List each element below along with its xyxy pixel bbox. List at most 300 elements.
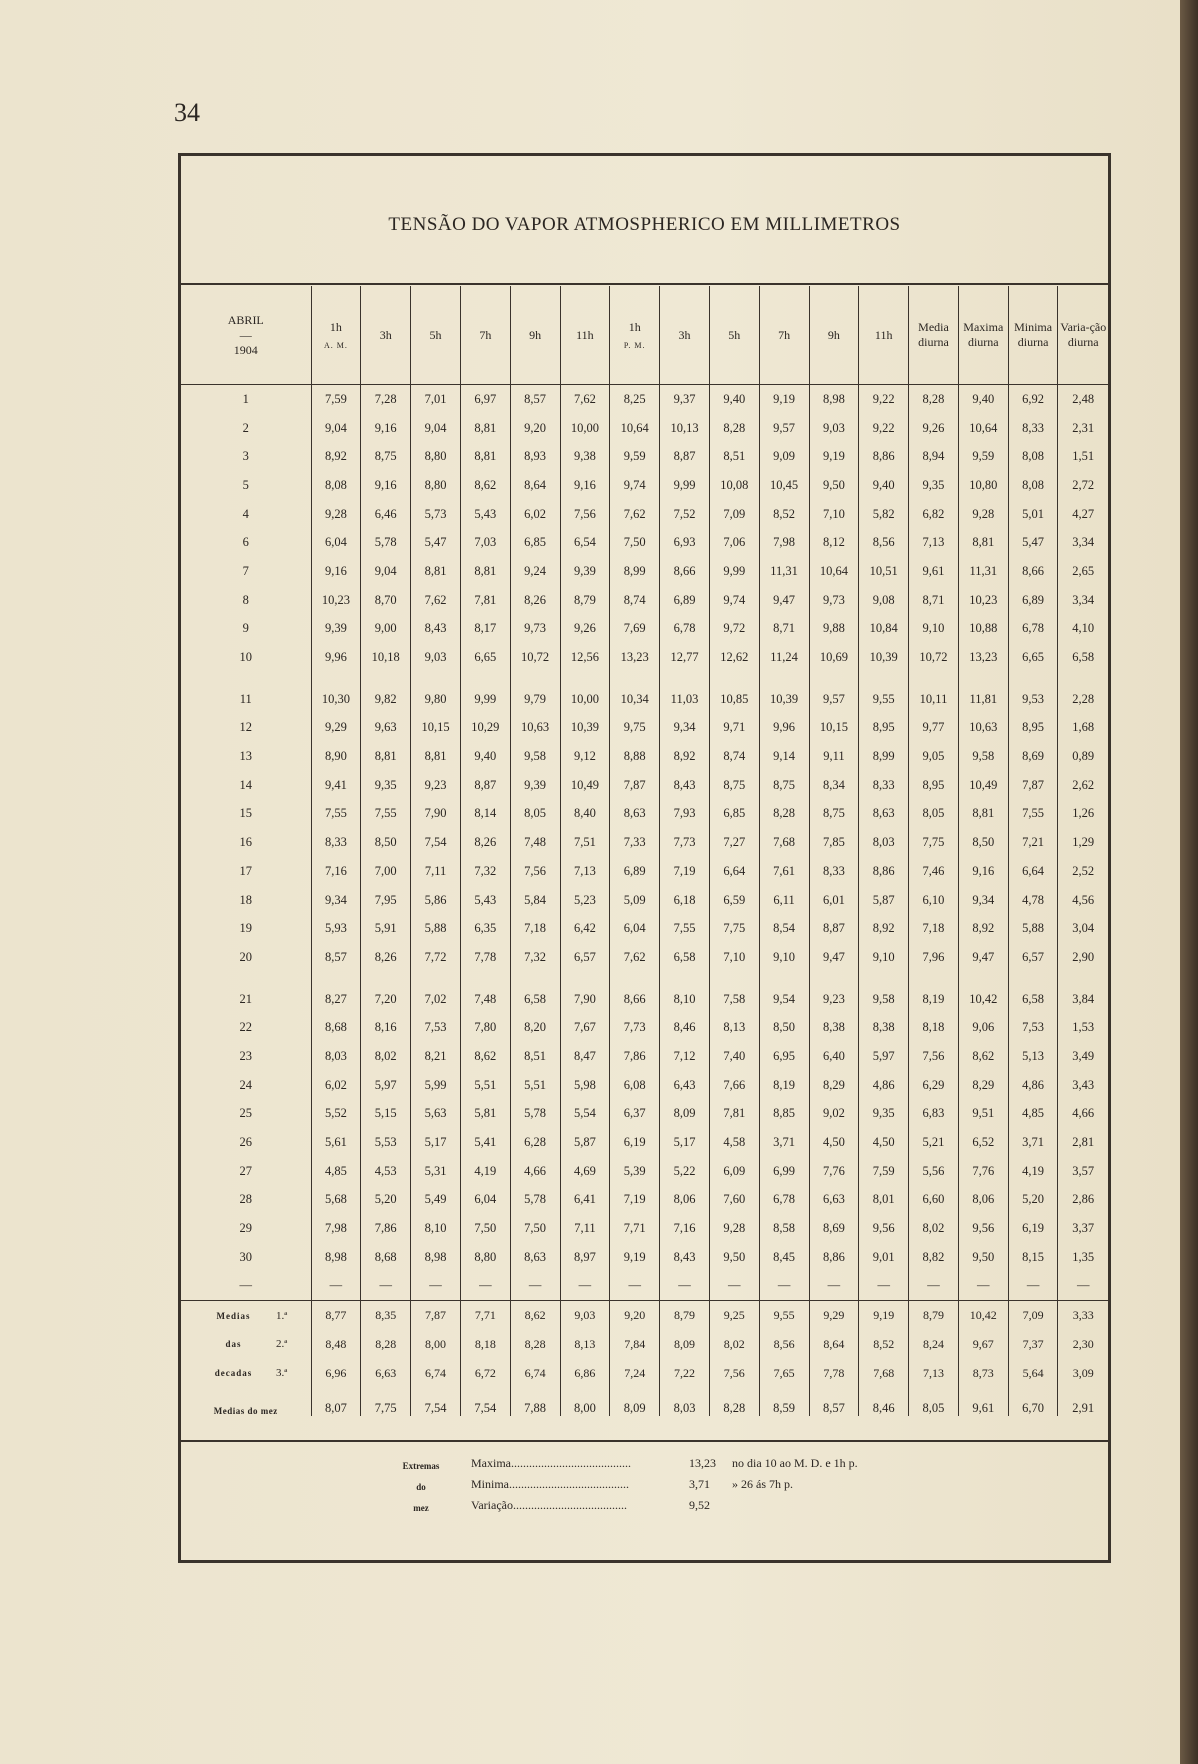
value-cell: 7,62 [610, 500, 660, 529]
value-cell: 7,55 [660, 914, 710, 943]
value-cell: 5,82 [859, 500, 909, 529]
value-cell: 9,59 [610, 442, 660, 471]
value-cell: 9,74 [610, 471, 660, 500]
value-cell: 8,15 [1008, 1243, 1058, 1272]
month-mean-cell: 7,54 [460, 1387, 510, 1416]
value-cell: 8,81 [460, 442, 510, 471]
value-cell: 9,19 [759, 385, 809, 414]
value-cell: 9,16 [958, 857, 1008, 886]
value-cell: 6,95 [759, 1042, 809, 1071]
decade-label: das [225, 1339, 242, 1350]
value-cell: 6,78 [759, 1186, 809, 1215]
table-row [181, 828, 1108, 857]
decade-label-cell [181, 1330, 311, 1359]
value-cell: 8,40 [560, 800, 610, 829]
table-row [181, 528, 1108, 557]
value-cell: 5,15 [361, 1100, 411, 1129]
value-cell: 7,32 [510, 943, 560, 972]
table-row [181, 643, 1108, 672]
value-cell: 3,71 [1008, 1128, 1058, 1157]
value-cell: 5,78 [510, 1100, 560, 1129]
value-cell: 6,04 [460, 1186, 510, 1215]
value-cell: 4,19 [1008, 1157, 1058, 1186]
day-cell: 27 [239, 1163, 253, 1178]
decade-value-cell: 8,79 [909, 1301, 959, 1330]
header-hour [311, 286, 361, 385]
month-mean-cell: 8,00 [560, 1387, 610, 1416]
value-cell: 8,98 [809, 385, 859, 414]
decade-value-cell: 8,77 [311, 1301, 361, 1330]
value-cell: 10,39 [560, 714, 610, 743]
decade-label: Medias [216, 1310, 251, 1321]
decade-value-cell: 7,87 [411, 1301, 461, 1330]
value-cell: 5,23 [560, 886, 610, 915]
value-cell: 8,88 [610, 742, 660, 771]
value-cell: 11,31 [958, 557, 1008, 586]
value-cell: 8,14 [460, 800, 510, 829]
decade-value-cell: 7,24 [610, 1359, 660, 1388]
hour-label: 1h [628, 320, 641, 334]
value-cell: 9,28 [311, 500, 361, 529]
value-cell: 8,13 [709, 1013, 759, 1042]
value-cell: 8,80 [460, 1243, 510, 1272]
dash-cell: — [239, 1278, 253, 1293]
value-cell: 9,34 [660, 714, 710, 743]
value-cell: 8,33 [311, 828, 361, 857]
day-cell: 3 [242, 449, 249, 464]
decade-row [181, 1330, 1108, 1359]
value-cell: 9,28 [958, 500, 1008, 529]
value-cell: 8,17 [460, 615, 510, 644]
value-cell: 10,72 [510, 643, 560, 672]
dash-cell: — [311, 1272, 361, 1301]
month-mean-cell: 7,88 [510, 1387, 560, 1416]
value-cell: 8,38 [859, 1013, 909, 1042]
value-cell: 10,08 [709, 471, 759, 500]
value-cell: 7,12 [660, 1042, 710, 1071]
value-cell: 8,62 [958, 1042, 1008, 1071]
header-row [181, 286, 1108, 385]
table-row [181, 1243, 1108, 1272]
extremes-label [391, 1456, 451, 1519]
value-cell: 8,99 [610, 557, 660, 586]
pm-label: P. M. [623, 341, 646, 350]
header-variacao: Varia-ção diurna [1058, 286, 1108, 385]
value-cell: 8,28 [909, 385, 959, 414]
header-hour: 5h [709, 286, 759, 385]
vapor-tension-table [181, 286, 1108, 1416]
value-cell: 5,87 [859, 886, 909, 915]
value-cell: 8,57 [510, 385, 560, 414]
value-cell: 9,72 [709, 615, 759, 644]
value-cell: 5,56 [909, 1157, 959, 1186]
header-hour [610, 286, 660, 385]
value-cell: 9,47 [958, 943, 1008, 972]
value-cell: 7,62 [610, 943, 660, 972]
value-cell: 8,66 [610, 972, 660, 1014]
value-cell: 8,26 [361, 943, 411, 972]
value-cell: 8,80 [411, 442, 461, 471]
value-cell: 4,85 [311, 1157, 361, 1186]
table-row [181, 886, 1108, 915]
value-cell: 7,87 [1008, 771, 1058, 800]
header-hour: 3h [361, 286, 411, 385]
value-cell: 4,58 [709, 1128, 759, 1157]
value-cell: 10,64 [809, 557, 859, 586]
value-cell: 1,29 [1058, 828, 1108, 857]
table-row [181, 615, 1108, 644]
value-cell: 8,26 [510, 586, 560, 615]
decade-value-cell: 8,13 [560, 1330, 610, 1359]
value-cell: 8,75 [759, 771, 809, 800]
value-cell: 3,43 [1058, 1071, 1108, 1100]
value-cell: 6,65 [460, 643, 510, 672]
value-cell: 9,79 [510, 672, 560, 714]
value-cell: 6,85 [510, 528, 560, 557]
extreme-row [471, 1456, 858, 1471]
value-cell: 7,61 [759, 857, 809, 886]
value-cell: 7,98 [759, 528, 809, 557]
value-cell: 7,69 [610, 615, 660, 644]
value-cell: 8,47 [560, 1042, 610, 1071]
value-cell: 7,66 [709, 1071, 759, 1100]
value-cell: 9,80 [411, 672, 461, 714]
value-cell: 5,73 [411, 500, 461, 529]
value-cell: 8,08 [1008, 471, 1058, 500]
value-cell: 3,37 [1058, 1214, 1108, 1243]
value-cell: 2,48 [1058, 385, 1108, 414]
value-cell: 8,10 [660, 972, 710, 1014]
value-cell: 12,62 [709, 643, 759, 672]
value-cell: 5,88 [411, 914, 461, 943]
value-cell: 7,32 [460, 857, 510, 886]
value-cell: 7,90 [560, 972, 610, 1014]
value-cell: 8,87 [809, 914, 859, 943]
value-cell: 8,08 [1008, 442, 1058, 471]
value-cell: 8,29 [809, 1071, 859, 1100]
value-cell: 8,63 [859, 800, 909, 829]
value-cell: 5,41 [460, 1128, 510, 1157]
value-cell: 7,06 [709, 528, 759, 557]
dash-cell: — [859, 1272, 909, 1301]
day-cell: 1 [242, 391, 249, 406]
value-cell: 7,00 [361, 857, 411, 886]
value-cell: 7,48 [460, 972, 510, 1014]
header-hour: 11h [859, 286, 909, 385]
value-cell: 9,57 [809, 672, 859, 714]
value-cell: 2,72 [1058, 471, 1108, 500]
value-cell: 8,43 [411, 615, 461, 644]
value-cell: 7,76 [809, 1157, 859, 1186]
value-cell: 9,55 [859, 672, 909, 714]
value-cell: 4,69 [560, 1157, 610, 1186]
value-cell: 7,86 [610, 1042, 660, 1071]
value-cell: 8,43 [660, 771, 710, 800]
value-cell: 7,20 [361, 972, 411, 1014]
month-mean-cell: 7,54 [411, 1387, 461, 1416]
extreme-note: no dia 10 ao M. D. e 1h p. [732, 1456, 858, 1470]
day-cell: 28 [239, 1192, 253, 1207]
value-cell: 8,82 [909, 1243, 959, 1272]
page-number: 34 [174, 98, 200, 127]
value-cell: 2,65 [1058, 557, 1108, 586]
value-cell: 11,81 [958, 672, 1008, 714]
value-cell: 4,85 [1008, 1100, 1058, 1129]
value-cell: 9,53 [1008, 672, 1058, 714]
value-cell: 6,85 [709, 800, 759, 829]
value-cell: 8,81 [361, 742, 411, 771]
value-cell: 7,81 [709, 1100, 759, 1129]
value-cell: 8,28 [759, 800, 809, 829]
table-row [181, 557, 1108, 586]
value-cell: 8,81 [958, 800, 1008, 829]
value-cell: 1,35 [1058, 1243, 1108, 1272]
dash-cell: — [361, 1272, 411, 1301]
value-cell: 9,04 [361, 557, 411, 586]
value-cell: 6,08 [610, 1071, 660, 1100]
value-cell: 9,12 [560, 742, 610, 771]
value-cell: 9,16 [361, 471, 411, 500]
value-cell: 8,87 [460, 771, 510, 800]
value-cell: 9,75 [610, 714, 660, 743]
value-cell: 9,73 [809, 586, 859, 615]
month-mean-cell: 6,70 [1008, 1387, 1058, 1416]
value-cell: 8,69 [809, 1214, 859, 1243]
value-cell: 9,39 [510, 771, 560, 800]
value-cell: 7,01 [411, 385, 461, 414]
value-cell: 1,68 [1058, 714, 1108, 743]
value-cell: 3,04 [1058, 914, 1108, 943]
value-cell: 9,03 [809, 414, 859, 443]
value-cell: 6,99 [759, 1157, 809, 1186]
value-cell: 5,22 [660, 1157, 710, 1186]
decade-value-cell: 7,84 [610, 1330, 660, 1359]
value-cell: 7,60 [709, 1186, 759, 1215]
extremes-label-line: Extremas [402, 1461, 440, 1471]
table-row [181, 1100, 1108, 1129]
decade-value-cell: 8,56 [759, 1330, 809, 1359]
value-cell: 6,28 [510, 1128, 560, 1157]
value-cell: 6,57 [1008, 943, 1058, 972]
value-cell: 7,19 [610, 1186, 660, 1215]
value-cell: 10,45 [759, 471, 809, 500]
value-cell: 10,63 [510, 714, 560, 743]
value-cell: 2,86 [1058, 1186, 1108, 1215]
value-cell: 8,28 [709, 414, 759, 443]
value-cell: 9,14 [759, 742, 809, 771]
value-cell: 5,91 [361, 914, 411, 943]
value-cell: 9,23 [411, 771, 461, 800]
decade-label-cell [181, 1359, 311, 1388]
day-cell: 16 [239, 835, 253, 850]
value-cell: 7,11 [560, 1214, 610, 1243]
day-cell: 9 [242, 621, 249, 636]
value-cell: 8,63 [510, 1243, 560, 1272]
value-cell: 13,23 [610, 643, 660, 672]
table-row [181, 914, 1108, 943]
decade-value-cell: 8,52 [859, 1330, 909, 1359]
value-cell: 5,97 [859, 1042, 909, 1071]
hour-label: 1h [329, 320, 342, 334]
day-cell: 29 [239, 1221, 253, 1236]
value-cell: 4,86 [1008, 1071, 1058, 1100]
value-cell: 7,03 [460, 528, 510, 557]
value-cell: 9,22 [859, 385, 909, 414]
value-cell: 7,76 [958, 1157, 1008, 1186]
value-cell: 9,06 [958, 1013, 1008, 1042]
value-cell: 7,46 [909, 857, 959, 886]
decade-value-cell: 9,29 [809, 1301, 859, 1330]
day-cell: 4 [242, 506, 249, 521]
decade-value-cell: 8,62 [510, 1301, 560, 1330]
decade-value-cell: 7,65 [759, 1359, 809, 1388]
table-body [181, 385, 1108, 1417]
table-frame [178, 153, 1111, 1563]
value-cell: 9,47 [759, 586, 809, 615]
value-cell: 1,53 [1058, 1013, 1108, 1042]
decade-value-cell: 9,67 [958, 1330, 1008, 1359]
value-cell: 9,37 [660, 385, 710, 414]
value-cell: 5,13 [1008, 1042, 1058, 1071]
day-cell: 23 [239, 1048, 253, 1063]
value-cell: 6,92 [1008, 385, 1058, 414]
decade-value-cell: 8,79 [660, 1301, 710, 1330]
value-cell: 10,80 [958, 471, 1008, 500]
value-cell: 8,02 [909, 1214, 959, 1243]
decade-value-cell: 7,56 [709, 1359, 759, 1388]
value-cell: 5,47 [411, 528, 461, 557]
value-cell: 6,40 [809, 1042, 859, 1071]
value-cell: 8,52 [759, 500, 809, 529]
dash-cell: — [958, 1272, 1008, 1301]
value-cell: 10,15 [411, 714, 461, 743]
value-cell: 5,17 [411, 1128, 461, 1157]
value-cell: 9,09 [759, 442, 809, 471]
value-cell: 8,85 [759, 1100, 809, 1129]
value-cell: 7,81 [460, 586, 510, 615]
value-cell: 10,34 [610, 672, 660, 714]
value-cell: 9,19 [809, 442, 859, 471]
value-cell: 9,50 [809, 471, 859, 500]
value-cell: 8,56 [859, 528, 909, 557]
value-cell: 5,87 [560, 1128, 610, 1157]
table-row [181, 672, 1108, 714]
value-cell: 7,62 [560, 385, 610, 414]
value-cell: 8,80 [411, 471, 461, 500]
table-row [181, 1128, 1108, 1157]
value-cell: 9,26 [909, 414, 959, 443]
value-cell: 5,54 [560, 1100, 610, 1129]
dash-cell: — [709, 1272, 759, 1301]
value-cell: 6,59 [709, 886, 759, 915]
value-cell: 11,03 [660, 672, 710, 714]
value-cell: 6,58 [1058, 643, 1108, 672]
value-cell: 5,68 [311, 1186, 361, 1215]
value-cell: 8,57 [311, 943, 361, 972]
value-cell: 9,73 [510, 615, 560, 644]
header-hour: 7h [759, 286, 809, 385]
extreme-value: 13,23 [689, 1456, 716, 1470]
value-cell: 8,50 [958, 828, 1008, 857]
header-hour: 7h [460, 286, 510, 385]
value-cell: 4,86 [859, 1071, 909, 1100]
value-cell: 9,47 [809, 943, 859, 972]
month-mean-cell: 2,91 [1058, 1387, 1108, 1416]
value-cell: 8,51 [510, 1042, 560, 1071]
value-cell: 10,15 [809, 714, 859, 743]
value-cell: 5,98 [560, 1071, 610, 1100]
value-cell: 7,33 [610, 828, 660, 857]
value-cell: 7,72 [411, 943, 461, 972]
day-cell: 8 [242, 592, 249, 607]
value-cell: 9,88 [809, 615, 859, 644]
decade-value-cell: 7,09 [1008, 1301, 1058, 1330]
value-cell: 5,86 [411, 886, 461, 915]
value-cell: 8,50 [361, 828, 411, 857]
value-cell: 8,54 [759, 914, 809, 943]
value-cell: 7,28 [361, 385, 411, 414]
value-cell: 8,05 [510, 800, 560, 829]
value-cell: 7,40 [709, 1042, 759, 1071]
value-cell: 7,53 [1008, 1013, 1058, 1042]
value-cell: 7,73 [660, 828, 710, 857]
value-cell: 6,97 [460, 385, 510, 414]
value-cell: 9,99 [460, 672, 510, 714]
value-cell: 9,10 [859, 943, 909, 972]
value-cell: 8,75 [361, 442, 411, 471]
value-cell: 3,34 [1058, 586, 1108, 615]
value-cell: 9,51 [958, 1100, 1008, 1129]
dash-cell: — [460, 1272, 510, 1301]
value-cell: 10,72 [909, 643, 959, 672]
value-cell: 7,55 [361, 800, 411, 829]
value-cell: 9,50 [709, 1243, 759, 1272]
value-cell: 1,51 [1058, 442, 1108, 471]
value-cell: 5,61 [311, 1128, 361, 1157]
value-cell: 7,67 [560, 1013, 610, 1042]
month-mean-cell: 9,61 [958, 1387, 1008, 1416]
value-cell: 8,19 [759, 1071, 809, 1100]
value-cell: 6,46 [361, 500, 411, 529]
value-cell: 6,02 [510, 500, 560, 529]
value-cell: 4,66 [1058, 1100, 1108, 1129]
value-cell: 8,81 [411, 742, 461, 771]
value-cell: 5,49 [411, 1186, 461, 1215]
decade-value-cell: 7,37 [1008, 1330, 1058, 1359]
value-cell: 10,39 [859, 643, 909, 672]
value-cell: 4,19 [460, 1157, 510, 1186]
value-cell: 6,19 [610, 1128, 660, 1157]
value-cell: 9,05 [909, 742, 959, 771]
value-cell: 8,18 [909, 1013, 959, 1042]
value-cell: 10,39 [759, 672, 809, 714]
value-cell: 3,71 [759, 1128, 809, 1157]
decade-value-cell: 8,28 [510, 1330, 560, 1359]
value-cell: 9,63 [361, 714, 411, 743]
value-cell: 8,92 [311, 442, 361, 471]
value-cell: 5,78 [510, 1186, 560, 1215]
value-cell: 5,39 [610, 1157, 660, 1186]
value-cell: 6,41 [560, 1186, 610, 1215]
header-year: 1904 [233, 342, 258, 357]
value-cell: 5,43 [460, 500, 510, 529]
value-cell: 8,69 [1008, 742, 1058, 771]
value-cell: 8,27 [311, 972, 361, 1014]
value-cell: 6,09 [709, 1157, 759, 1186]
value-cell: 6,42 [560, 914, 610, 943]
value-cell: 8,86 [859, 857, 909, 886]
value-cell: 8,43 [660, 1243, 710, 1272]
